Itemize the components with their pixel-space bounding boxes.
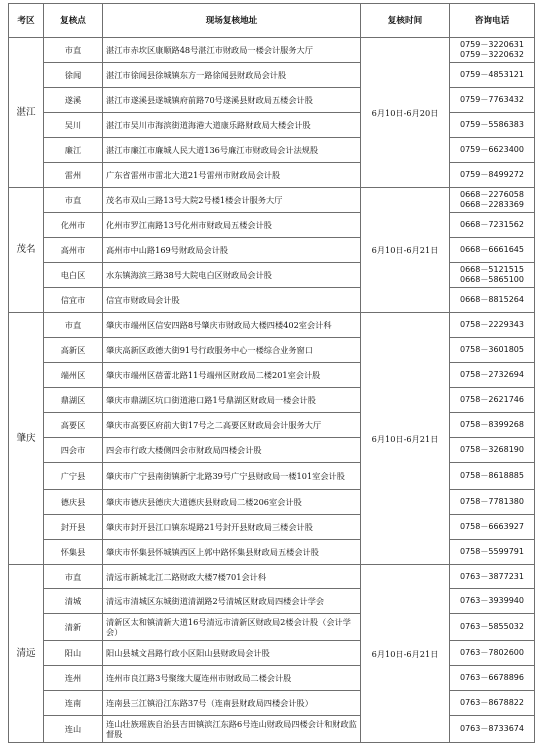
- phone-number: 0668－2276058: [460, 190, 524, 199]
- phone-number: 0759－6623400: [460, 145, 524, 154]
- address-cell: 肇庆市鼎湖区坑口街道港口路1号鼎湖区财政局一楼会计股: [103, 388, 361, 413]
- phone-number: 0758－3268190: [460, 445, 524, 454]
- phone-cell: [450, 614, 535, 641]
- phone-number: 0668－6661645: [460, 245, 524, 254]
- table-row: [9, 338, 535, 363]
- header-phone: 咨询电话: [450, 4, 535, 38]
- point-cell: 廉江: [44, 138, 103, 163]
- phone-number: 0668－8815264: [460, 295, 524, 304]
- point-cell: 市直: [44, 38, 103, 63]
- time-cell: 6月10日-6月21日: [361, 188, 450, 313]
- point-cell: 德庆县: [44, 490, 103, 515]
- phone-cell: [450, 313, 535, 338]
- region-cell: 茂名: [9, 188, 44, 313]
- table-row: [9, 288, 535, 313]
- address-cell: 湛江市吴川市海滨街道海港大道康乐路财政局大楼会计股: [103, 113, 361, 138]
- table-row: [9, 565, 535, 589]
- phone-number: 0668－2283369: [460, 200, 524, 209]
- phone-cell: [450, 515, 535, 540]
- phone-number: 0759－3220632: [460, 50, 524, 59]
- phone-number: 0759－3220631: [460, 40, 524, 49]
- phone-cell: [450, 88, 535, 113]
- address-cell: 连南县三江镇沿江东路37号（连南县财政局四楼会计股）: [103, 691, 361, 716]
- address-cell: 清远市新城北江二路财政大楼7楼701会计科: [103, 565, 361, 589]
- phone-cell: [450, 490, 535, 515]
- address-cell: 肇庆市封开县江口镇东堤路21号封开县财政局三楼会计股: [103, 515, 361, 540]
- address-cell: 肇庆市广宁县南街镇新宁北路39号广宁县财政局一楼101室会计股: [103, 463, 361, 490]
- table-row: [9, 413, 535, 438]
- phone-number: 0763－5855032: [460, 622, 524, 631]
- time-cell: 6月10日-6月20日: [361, 38, 450, 188]
- phone-number: 0759－5586383: [460, 120, 524, 129]
- phone-cell: [450, 413, 535, 438]
- address-cell: 四会市行政大楼侧四会市财政局四楼会计股: [103, 438, 361, 463]
- point-cell: 高新区: [44, 338, 103, 363]
- point-cell: 连山: [44, 716, 103, 743]
- address-cell: 肇庆市端州区蓓蕾北路11号端州区财政局二楼201室会计股: [103, 363, 361, 388]
- region-cell: 湛江: [9, 38, 44, 188]
- phone-cell: [450, 388, 535, 413]
- table-row: [9, 716, 535, 743]
- phone-cell: [450, 691, 535, 716]
- point-cell: 清城: [44, 589, 103, 614]
- point-cell: 市直: [44, 313, 103, 338]
- table-row: [9, 388, 535, 413]
- phone-cell: [450, 138, 535, 163]
- table-row: [9, 438, 535, 463]
- address-cell: 水东镇海滨三路38号大院电白区财政局会计股: [103, 263, 361, 288]
- address-cell: 湛江市廉江市廉城人民大道136号廉江市财政局会计法规股: [103, 138, 361, 163]
- table-body: [9, 38, 535, 743]
- phone-number: 0758－8618885: [460, 471, 524, 480]
- phone-cell: [450, 666, 535, 691]
- address-cell: 高州市中山路169号财政局会计股: [103, 238, 361, 263]
- address-cell: 化州市罗江南路13号化州市财政局五楼会计股: [103, 213, 361, 238]
- address-cell: 清新区太和镇清新大道16号清远市清新区财政局2楼会计股（会计学会）: [103, 614, 361, 641]
- table-row: [9, 614, 535, 641]
- table-row: [9, 138, 535, 163]
- phone-cell: [450, 263, 535, 288]
- point-cell: 徐闻: [44, 63, 103, 88]
- phone-number: 0763－3939940: [460, 596, 524, 605]
- phone-cell: [450, 463, 535, 490]
- phone-number: 0763－7802600: [460, 648, 524, 657]
- point-cell: 高要区: [44, 413, 103, 438]
- phone-number: 0668－7231562: [460, 220, 524, 229]
- phone-number: 0758－2732694: [460, 370, 524, 379]
- address-cell: 肇庆市端州区信安四路8号肇庆市财政局大楼四楼402室会计科: [103, 313, 361, 338]
- table-row: [9, 263, 535, 288]
- phone-number: 0763－8678822: [460, 698, 524, 707]
- address-cell: 广东省雷州市雷北大道21号雷州市财政局会计股: [103, 163, 361, 188]
- address-cell: 信宜市财政局会计股: [103, 288, 361, 313]
- point-cell: 连南: [44, 691, 103, 716]
- phone-cell: [450, 188, 535, 213]
- point-cell: 信宜市: [44, 288, 103, 313]
- phone-number: 0758－7781380: [460, 497, 524, 506]
- phone-number: 0759－4853121: [460, 70, 524, 79]
- region-cell: 清远: [9, 565, 44, 743]
- header-time: 复核时间: [361, 4, 450, 38]
- table-row: [9, 238, 535, 263]
- phone-number: 0668－5865100: [460, 275, 524, 284]
- table-row: [9, 515, 535, 540]
- phone-cell: [450, 540, 535, 565]
- table-row: [9, 63, 535, 88]
- table-row: [9, 188, 535, 213]
- point-cell: 四会市: [44, 438, 103, 463]
- table-wrapper: [8, 3, 535, 743]
- phone-number: 0759－7763432: [460, 95, 524, 104]
- table-row: [9, 38, 535, 63]
- phone-number: 0763－3877231: [460, 571, 524, 581]
- header-row: [9, 4, 535, 38]
- address-cell: 肇庆市德庆县德庆大道德庆县财政局二楼206室会计股: [103, 490, 361, 515]
- phone-number: 0759－8499272: [460, 170, 524, 179]
- phone-cell: [450, 641, 535, 666]
- phone-number: 0758－2229343: [460, 320, 524, 329]
- table-row: [9, 313, 535, 338]
- header-region: 考区: [9, 4, 44, 38]
- address-cell: 肇庆市高要区府前大街17号之二高要区财政局会计服务大厅: [103, 413, 361, 438]
- point-cell: 怀集县: [44, 540, 103, 565]
- phone-cell: [450, 589, 535, 614]
- region-cell: 肇庆: [9, 313, 44, 565]
- phone-cell: [450, 716, 535, 743]
- phone-number: 0758－2621746: [460, 395, 524, 404]
- point-cell: 电白区: [44, 263, 103, 288]
- point-cell: 阳山: [44, 641, 103, 666]
- table-row: [9, 589, 535, 614]
- phone-number: 0758－5599791: [460, 547, 524, 556]
- review-location-table: [8, 3, 535, 743]
- address-cell: 连州市良江路3号聚缘大厦连州市财政局二楼会计股: [103, 666, 361, 691]
- point-cell: 雷州: [44, 163, 103, 188]
- point-cell: 市直: [44, 565, 103, 589]
- header-point: 复核点: [44, 4, 103, 38]
- phone-number: 0758－8399268: [460, 420, 524, 429]
- address-cell: 连山壮族瑶族自治县吉田镇滨江东路6号连山财政局四楼会计和财政监督股: [103, 716, 361, 743]
- point-cell: 广宁县: [44, 463, 103, 490]
- phone-number: 0763－8733674: [460, 724, 524, 733]
- table-row: [9, 163, 535, 188]
- phone-cell: [450, 163, 535, 188]
- phone-cell: [450, 288, 535, 313]
- phone-cell: [450, 438, 535, 463]
- table-row: [9, 88, 535, 113]
- table-row: [9, 490, 535, 515]
- phone-cell: [450, 363, 535, 388]
- time-cell: 6月10日-6月21日: [361, 313, 450, 565]
- point-cell: 遂溪: [44, 88, 103, 113]
- point-cell: 市直: [44, 188, 103, 213]
- address-cell: 湛江市遂溪县遂城镇府前路70号遂溪县财政局五楼会计股: [103, 88, 361, 113]
- address-cell: 清远市清城区东城街道清湖路2号清城区财政局四楼会计学会: [103, 589, 361, 614]
- address-cell: 湛江市徐闻县徐城镇东方一路徐闻县财政局会计股: [103, 63, 361, 88]
- table-row: [9, 540, 535, 565]
- point-cell: 端州区: [44, 363, 103, 388]
- address-cell: 湛江市赤坎区康顺路48号湛江市财政局一楼会计服务大厅: [103, 38, 361, 63]
- time-cell: 6月10日-6月21日: [361, 565, 450, 743]
- phone-number: 0758－6663927: [460, 522, 524, 531]
- point-cell: 吴川: [44, 113, 103, 138]
- phone-number: 0668－5121515: [460, 265, 524, 274]
- phone-cell: [450, 63, 535, 88]
- address-cell: 肇庆市怀集县怀城镇西区上郭中路怀集县财政局五楼会计股: [103, 540, 361, 565]
- table-row: [9, 641, 535, 666]
- phone-number: 0763－6678896: [460, 673, 524, 682]
- point-cell: 封开县: [44, 515, 103, 540]
- address-cell: 肇庆高新区政德大街91号行政服务中心一楼综合业务窗口: [103, 338, 361, 363]
- point-cell: 高州市: [44, 238, 103, 263]
- address-cell: 茂名市双山三路13号大院2号楼1楼会计服务大厅: [103, 188, 361, 213]
- table-row: [9, 691, 535, 716]
- phone-cell: [450, 38, 535, 63]
- phone-cell: [450, 113, 535, 138]
- phone-cell: [450, 213, 535, 238]
- table-row: [9, 213, 535, 238]
- address-cell: 阳山县城文昌路行政小区阳山县财政局会计股: [103, 641, 361, 666]
- point-cell: 连州: [44, 666, 103, 691]
- point-cell: 鼎湖区: [44, 388, 103, 413]
- point-cell: 化州市: [44, 213, 103, 238]
- table-row: [9, 666, 535, 691]
- point-cell: 清新: [44, 614, 103, 641]
- header-address: 现场复核地址: [103, 4, 361, 38]
- phone-cell: [450, 338, 535, 363]
- table-row: [9, 113, 535, 138]
- table-row: [9, 363, 535, 388]
- phone-number: 0758－3601805: [460, 345, 524, 354]
- phone-cell: [450, 565, 535, 589]
- table-row: [9, 463, 535, 490]
- phone-cell: [450, 238, 535, 263]
